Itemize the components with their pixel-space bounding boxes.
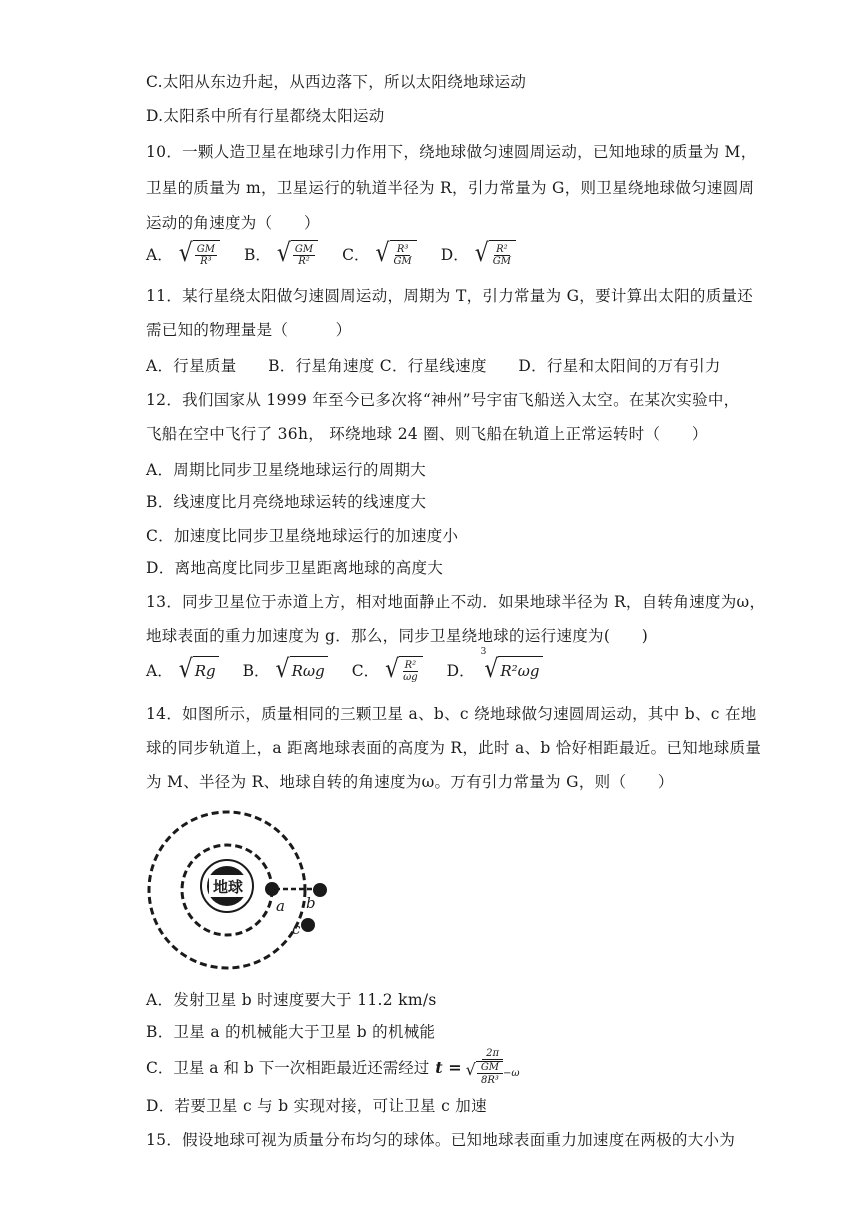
q12-option-c: C．加速度比同步卫星绕地球运行的加速度小 [146, 527, 459, 545]
q14-stem-line-3: 为 M、半径为 R、地球自转的角速度为ω。万有引力常量为 G，则（ ） [146, 773, 674, 791]
q9-option-c: C.太阳从东边升起，从西边落下，所以太阳绕地球运动 [146, 73, 527, 91]
satellite-a [265, 882, 279, 896]
q13-option-c: C． √ $\frac{\text{R²}}{\omega g}$ [352, 656, 423, 684]
q13-option-d: D． 3 √ R²ωg [447, 656, 543, 684]
q14-stem-line-1: 14．如图所示，质量相同的三颗卫星 a、b、c 绕地球做匀速圆周运动，其中 b、c 在地 [146, 705, 757, 723]
satellite-c [301, 918, 315, 932]
label-a: a [276, 897, 285, 915]
q14-option-b: B．卫星 a 的机械能大于卫星 b 的机械能 [146, 1023, 436, 1041]
q9-option-d: D.太阳系中所有行星都绕太阳运动 [146, 107, 385, 125]
q11-stem-line-1: 11．某行星绕太阳做匀速圆周运动，周期为 T，引力常量为 G，要计算出太阳的质量还 [146, 287, 754, 305]
q10-stem-line-3: 运动的角速度为（ ） [146, 214, 320, 232]
q14-time-formula: t = 2π √ $\frac{GM}{\text{8R³}}$ −ω [435, 1048, 520, 1086]
q12-option-d: D．离地高度比同步卫星距离地球的高度大 [146, 559, 444, 577]
satellite-orbit-diagram [143, 806, 343, 978]
q13-options [146, 647, 567, 684]
q12-option-a: A．周期比同步卫星绕地球运行的周期大 [146, 461, 427, 479]
q12-stem-line-2: 飞船在空中飞行了 36h， 环绕地球 24 圈、则飞船在轨道上正常运转时（ ） [146, 425, 708, 443]
q12-option-b: B．线速度比月亮绕地球运转的线速度大 [146, 493, 427, 511]
q11-options: A．行星质量 B．行星角速度 C．行星线速度 D．行星和太阳间的万有引力 [146, 357, 721, 375]
q15-stem-line-1: 15．假设地球可视为质量分布均匀的球体。已知地球表面重力加速度在两极的大小为 [146, 1131, 736, 1149]
label-b: b [306, 894, 316, 912]
q14-option-d: D．若要卫星 c 与 b 实现对接，可让卫星 c 加速 [146, 1097, 487, 1115]
q10-options [146, 240, 540, 268]
q10-stem-line-2: 卫星的质量为 m，卫星运行的轨道半径为 R，引力常量为 G，则卫星绕地球做匀速圆周 [146, 179, 755, 197]
q10-stem-line-1: 10．一颗人造卫星在地球引力作用下，绕地球做匀速圆周运动，已知地球的质量为 M， [146, 143, 757, 161]
q13-stem-line-2: 地球表面的重力加速度为 g．那么，同步卫星绕地球的运行速度为( ) [146, 627, 649, 645]
earth-label: 地球 [212, 878, 244, 896]
q13-stem-line-1: 13．同步卫星位于赤道上方，相对地面静止不动．如果地球半径为 R，自转角速度为ω， [146, 593, 766, 611]
q10-option-b: B． √ $\frac{GM}{\text{R²}}$ [244, 240, 318, 268]
q13-option-a: A． √ Rg [146, 656, 219, 684]
q10-option-d: D． √ $\frac{\text{R²}}{GM}$ [441, 240, 516, 268]
q14-option-a: A．发射卫星 b 时速度要大于 11.2 km/s [146, 991, 437, 1009]
q14-stem-line-2: 球的同步轨道上，a 距离地球表面的高度为 R，此时 a、b 恰好相距最近。已知地球质量 [146, 739, 762, 757]
q10-option-a: A． √ $\frac{GM}{\text{R³}}$ [146, 240, 220, 268]
q11-stem-line-2: 需已知的物理量是（ ） [146, 321, 352, 339]
q14-option-c: C．卫星 a 和 b 下一次相距最近还需经过 [146, 1059, 430, 1077]
q14-option-c-row [146, 1048, 520, 1086]
q10-option-c: C． √ $\frac{\text{R³}}{GM}$ [342, 240, 417, 268]
q12-stem-line-1: 12．我们国家从 1999 年至今已多次将“神州”号宇宙飞船送入太空。在某次实验中， [146, 391, 740, 409]
label-c: c [292, 920, 301, 938]
q13-option-b: B． √ Rωg [243, 656, 328, 684]
